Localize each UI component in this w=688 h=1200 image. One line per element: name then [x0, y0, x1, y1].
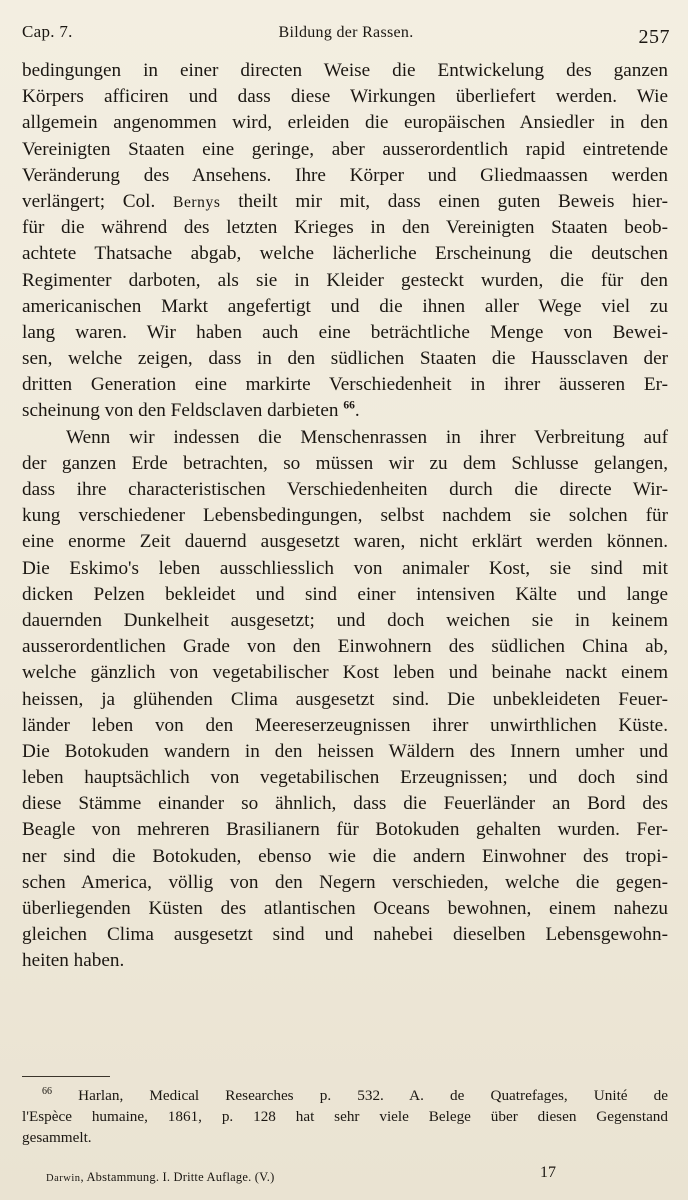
text-line: überliegenden Küsten des atlantischen Oceans bewohnen, einem nahezu — [22, 898, 668, 919]
printer-signature — [46, 1170, 274, 1185]
text-segment: verlängert; Col. — [22, 190, 156, 212]
footnote-line — [22, 1085, 668, 1106]
text-line: sen, welche zeigen, dass in den südlichen Staaten die Haussclaven der — [22, 348, 668, 370]
footnote-divider — [22, 1076, 110, 1077]
text-line: diese Stämme einander so ähnlich, dass die Feuerländer an Bord des — [22, 793, 668, 815]
footnote-line: l'Espèce humaine, 1861, p. 128 hat sehr viele Belege über diesen Gegenstand — [22, 1108, 668, 1125]
text-segment: theilt mir mit, dass einen guten Beweis hier- — [238, 190, 669, 212]
running-header — [22, 20, 670, 48]
text-line: Vereinigten Staaten eine geringe, aber ausserordentlich rapid eintretende — [22, 138, 668, 160]
text-line: dritten Generation eine markirte Verschiedenheit in ihrer äusseren Er- — [22, 374, 668, 396]
person-name-small-caps: Bernys — [173, 193, 221, 211]
footnote-line: gesammelt. — [22, 1129, 92, 1146]
text-line — [22, 398, 668, 424]
text-line: dicken Pelzen bekleidet und sind einer intensiven Kälte und lange — [22, 583, 668, 605]
main-text — [22, 58, 668, 975]
text-line: ausserordentlichen Grade von den Einwohnern des südlichen China ab, — [22, 636, 668, 658]
chapter-label: Cap. 7. — [22, 22, 73, 41]
text-line — [22, 189, 668, 215]
text-line: bedingungen in einer directen Weise die Entwickelung des ganzen — [22, 60, 668, 81]
text-line: achtete Thatsache abgab, welche lächerliche Erscheinung die deutschen — [22, 243, 668, 265]
text-line: Veränderung des Ansehens. Ihre Körper und Gliedmaassen werden — [22, 164, 668, 186]
text-line: gleichen Clima ausgesetzt sind und nahebei dieselben Lebensgewohn- — [22, 924, 668, 946]
text-line: leben hauptsächlich von vegetabilischen Erzeugnissen; und doch sind — [22, 767, 668, 789]
footnote — [22, 1085, 668, 1148]
text-line: der ganzen Erde betrachten, so müssen wir zu dem Schlusse gelangen, — [22, 452, 668, 474]
text-line: Wenn wir indessen die Menschenrassen in ihrer Verbreitung auf — [66, 426, 668, 448]
text-line: schen America, völlig von den Negern verschieden, welche die gegen- — [22, 871, 668, 893]
text-line: americanischen Markt angefertigt und die ihnen aller Wege viel zu — [22, 295, 668, 317]
text-segment: . — [354, 400, 360, 422]
text-line: Körpers afficiren und dass diese Wirkungen überliefert werden. Wie — [22, 86, 668, 108]
text-line: lang waren. Wir haben auch eine beträchtliche Menge von Bewei- — [22, 321, 668, 343]
text-line: Die Eskimo's leben ausschliesslich von animaler Kost, sie sind mit — [22, 557, 668, 579]
text-line: ner sind die Botokuden, ebenso wie die andern Einwohner des tropi- — [22, 845, 668, 867]
text-line: dauernden Dunkelheit ausgesetzt; und doch weichen sie in keinem — [22, 609, 668, 631]
page-number: 257 — [638, 26, 670, 48]
footnote-reference[interactable]: 66 — [343, 400, 355, 413]
text-segment: Harlan, Medical Researches p. 532. A. de Quatrefages, Unité de — [78, 1087, 669, 1104]
signature-text: , Abstammung. I. Dritte Auflage. (V.) — [80, 1170, 275, 1184]
text-line: allgemein angenommen wird, erleiden die europäischen Ansiedler in den — [22, 112, 668, 134]
text-line: länder leben von den Meereserzeugnissen ihrer unwirthlichen Küste. — [22, 714, 668, 736]
text-segment: scheinung von den Feldsclaven darbieten — [22, 400, 339, 422]
text-line: eine enorme Zeit dauernd ausgesetzt waren, nicht erklärt werden können. — [22, 531, 668, 553]
text-line: welche gänzlich von vegetabilischer Kost leben und beinahe nackt einem — [22, 662, 668, 684]
text-line: heissen, ja glühenden Clima ausgesetzt sind. Die unbekleideten Feuer- — [22, 688, 668, 710]
text-line: dass ihre characteristischen Verschiedenheiten durch die directe Wir- — [22, 479, 668, 500]
text-line: heiten haben. — [22, 950, 125, 972]
running-title: Bildung der Rassen. — [278, 24, 414, 41]
footnote-marker: 66 — [42, 1085, 52, 1097]
text-line: Beagle von mehreren Brasilianern für Botokuden gehalten wurden. Fer- — [22, 819, 668, 841]
author-name: Darwin — [46, 1173, 81, 1184]
text-line: kung verschiedener Lebensbedingungen, selbst nachdem sie solchen für — [22, 505, 668, 527]
text-line: Regimenter darboten, als sie in Kleider gesteckt wurden, die für den — [22, 269, 668, 291]
text-line: für die während des letzten Krieges in den Vereinigten Staaten beob- — [22, 217, 668, 239]
sheet-number: 17 — [540, 1164, 556, 1181]
text-line: Die Botokuden wandern in den heissen Wäldern des Innern umher und — [22, 740, 668, 762]
